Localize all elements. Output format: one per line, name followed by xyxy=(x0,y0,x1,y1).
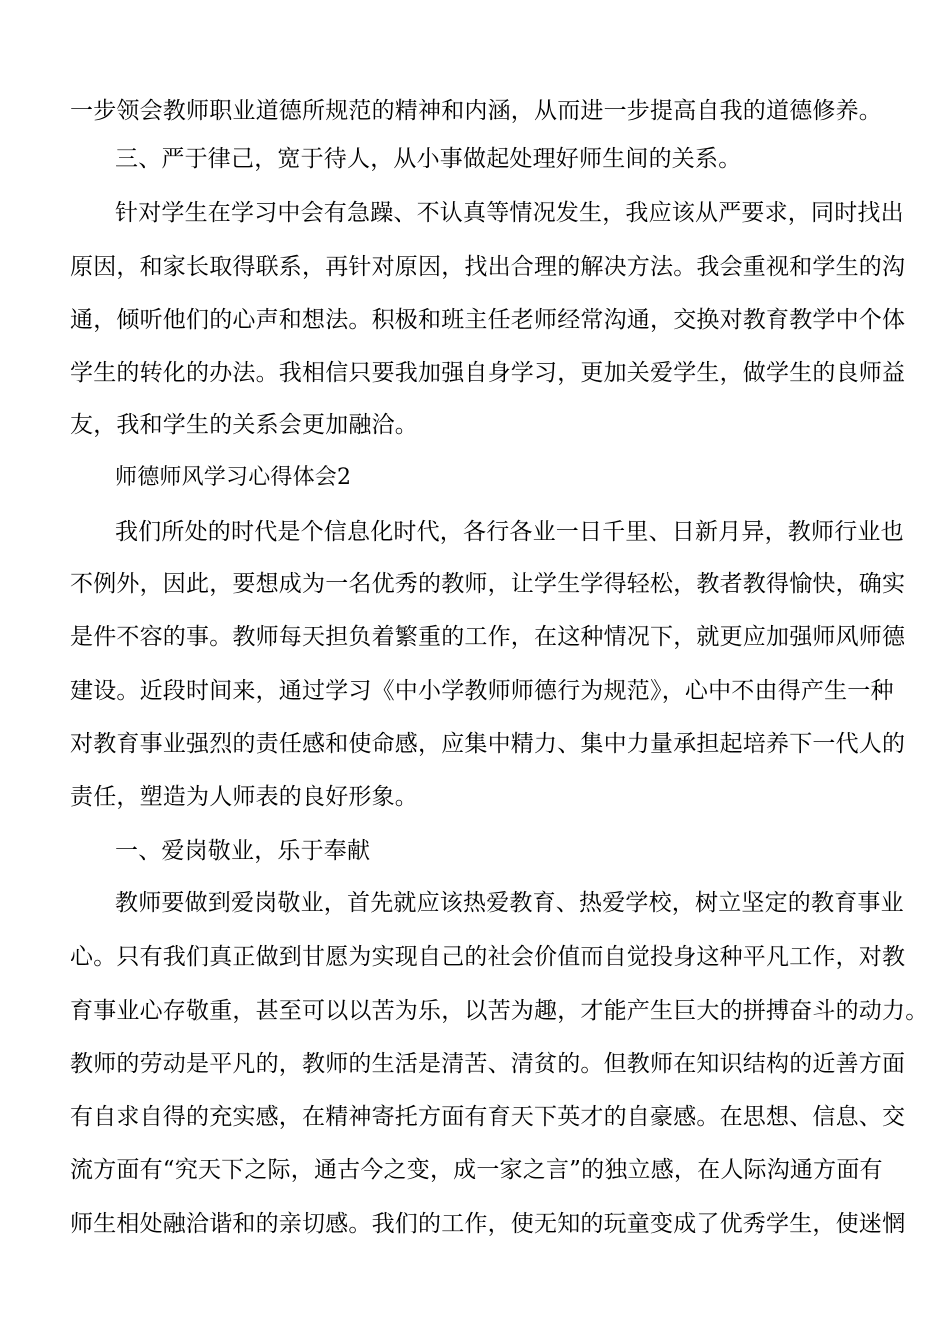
paragraph-line: 建设。近段时间来，通过学习《中小学教师师德行为规范》，心中不由得产生一种 xyxy=(70,678,894,704)
paragraph-line: 原因，和家长取得联系，再针对原因，找出合理的解决方法。我会重视和学生的沟 xyxy=(70,254,906,280)
paragraph-line: 不例外，因此，要想成为一名优秀的教师，让学生学得轻松，教者教得愉快，确实 xyxy=(70,571,906,597)
paragraph-line: 责任，塑造为人师表的良好形象。 xyxy=(70,784,418,810)
paragraph-line: 心。只有我们真正做到甘愿为实现自己的社会价值而自觉投身这种平凡工作，对教 xyxy=(70,944,906,970)
paragraph-line: 流方面有“究天下之际，通古今之变，成一家之言”的独立感，在人际沟通方面有 xyxy=(70,1157,883,1183)
paragraph-line: 我们所处的时代是个信息化时代，各行各业一日千里、日新月异，教师行业也 xyxy=(115,519,904,545)
section-heading: 三、严于律己，宽于待人，从小事做起处理好师生间的关系。 xyxy=(115,146,742,172)
paragraph-line: 是件不容的事。教师每天担负着繁重的工作，在这种情况下，就更应加强师风师德 xyxy=(70,624,906,650)
article-title: 师德师风学习心得体会2 xyxy=(115,465,352,490)
section-heading: 一、爱岗敬业，乐于奉献 xyxy=(115,838,371,864)
paragraph-line: 一步领会教师职业道德所规范的精神和内涵，从而进一步提高自我的道德修养。 xyxy=(70,98,882,124)
paragraph-line: 有自求自得的充实感，在精神寄托方面有育天下英才的自豪感。在思想、信息、交 xyxy=(70,1104,906,1130)
paragraph-line: 师生相处融洽谐和的亲切感。我们的工作，使无知的玩童变成了优秀学生，使迷惘 xyxy=(70,1211,906,1237)
paragraph-line: 对教育事业强烈的责任感和使命感，应集中精力、集中力量承担起培养下一代人的 xyxy=(70,731,906,757)
paragraph-line: 针对学生在学习中会有急躁、不认真等情况发生，我应该从严要求，同时找出 xyxy=(115,200,904,226)
paragraph-line: 教师的劳动是平凡的，教师的生活是清苦、清贫的。但教师在知识结构的近善方面 xyxy=(70,1051,906,1077)
paragraph-line: 通，倾听他们的心声和想法。积极和班主任老师经常沟通，交换对教育教学中个体 xyxy=(70,307,906,333)
paragraph-line: 教师要做到爱岗敬业，首先就应该热爱教育、热爱学校，树立坚定的教育事业 xyxy=(115,890,904,916)
paragraph-line: 育事业心存敬重，甚至可以以苦为乐，以苦为趣，才能产生巨大的拼搏奋斗的动力。 xyxy=(70,998,929,1024)
paragraph-line: 学生的转化的办法。我相信只要我加强自身学习，更加关爱学生，做学生的良师益 xyxy=(70,360,906,386)
paragraph-line: 友，我和学生的关系会更加融洽。 xyxy=(70,412,418,438)
